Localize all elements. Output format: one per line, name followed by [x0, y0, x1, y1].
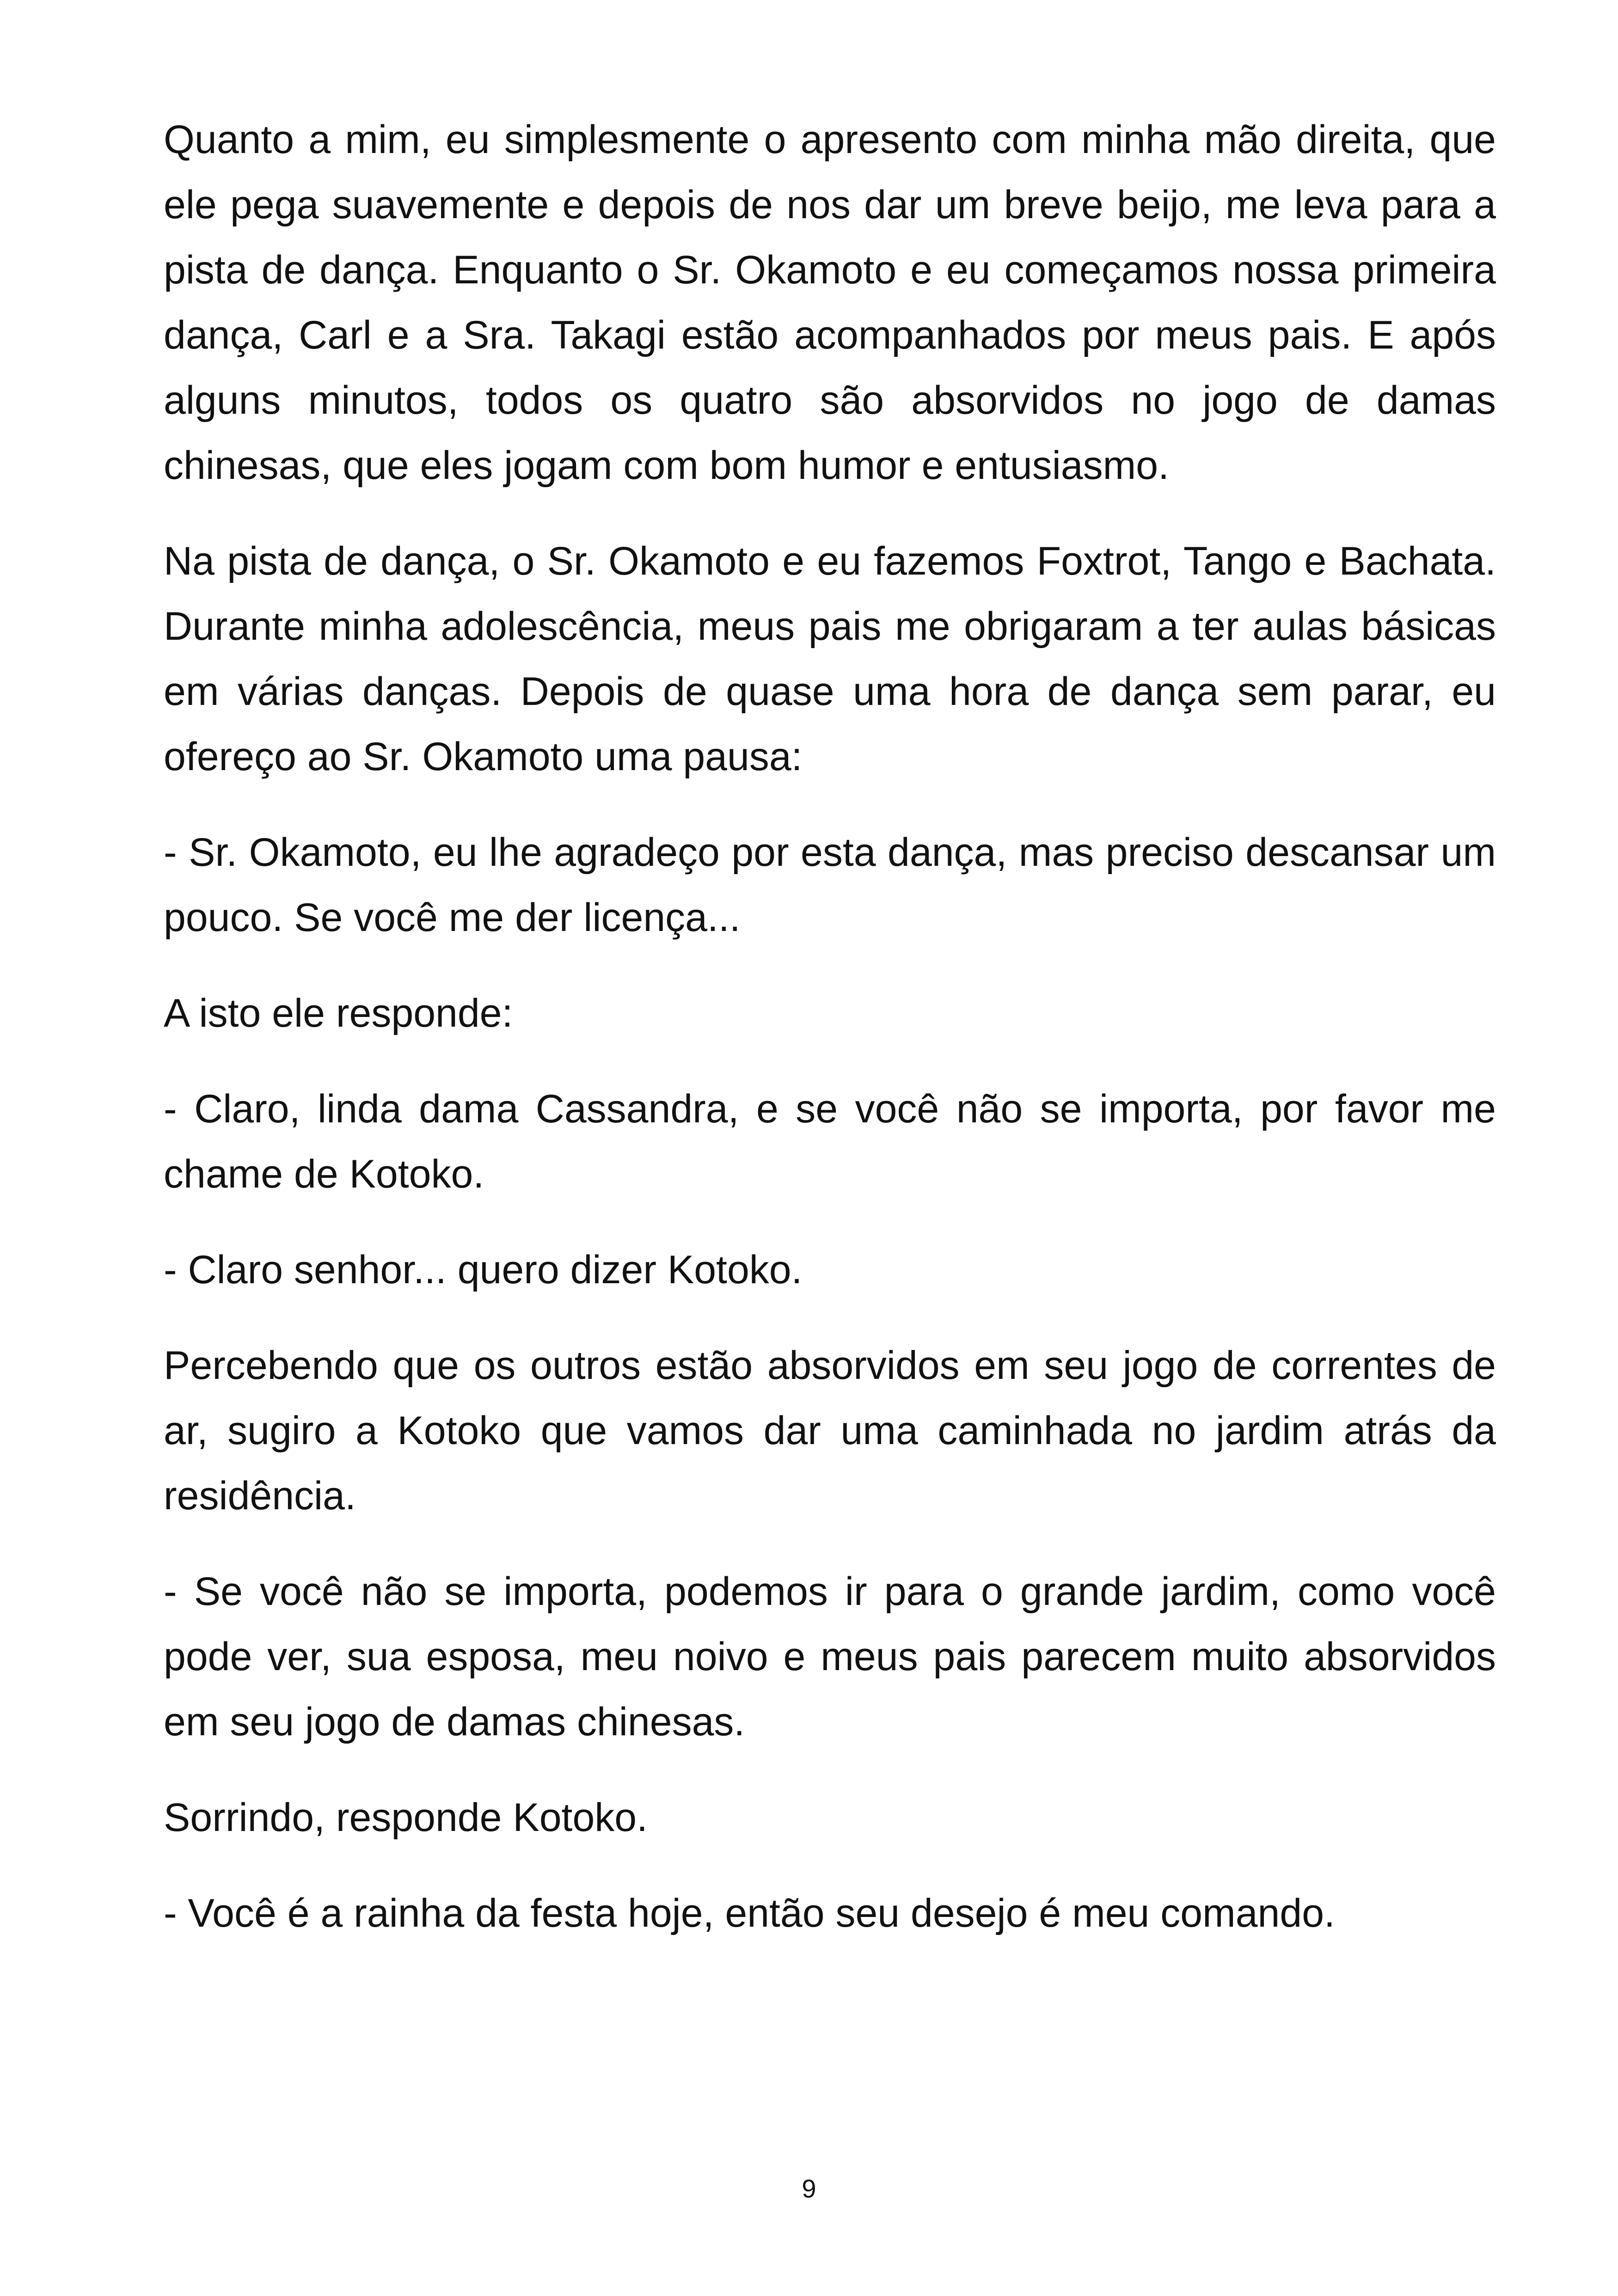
paragraph-3: - Sr. Okamoto, eu lhe agradeço por esta dança, mas preciso descansar um pouco. Se você me der licença...: [164, 830, 1496, 940]
paragraph-1: Quanto a mim, eu simplesmente o apresento com minha mão direita, que ele pega suavemente e depois de nos dar um breve beijo, me leva para a pista de dança. Enquanto o Sr. Okamoto e eu começamos nossa primeira dança, Carl e a Sra. Takagi estão acompanhados por meus pais. E após alguns minutos, todos os quatro são absorvidos no jogo de damas chinesas, que eles jogam com bom humor e entusiasmo.: [164, 117, 1496, 488]
paragraph-8: - Se você não se importa, podemos ir para o grande jardim, como você pode ver, sua esposa, meu noivo e meus pais parecem muito absorvidos em seu jogo de damas chinesas.: [164, 1569, 1496, 1744]
paragraph-6: - Claro senhor... quero dizer Kotoko.: [164, 1248, 803, 1292]
paragraph-5: - Claro, linda dama Cassandra, e se você não se importa, por favor me chame de Kotoko.: [164, 1087, 1496, 1196]
paragraph-10: - Você é a rainha da festa hoje, então seu desejo é meu comando.: [164, 1891, 1335, 1935]
paragraph-9: Sorrindo, responde Kotoko.: [164, 1795, 648, 1840]
paragraph-7: Percebendo que os outros estão absorvidos em seu jogo de correntes de ar, sugiro a Kotoko que vamos dar uma caminhada no jardim atrás da residência.: [164, 1343, 1496, 1518]
page-body: [164, 107, 1496, 1977]
paragraph-2: Na pista de dança, o Sr. Okamoto e eu fazemos Foxtrot, Tango e Bachata. Durante minha adolescência, meus pais me obrigaram a ter aulas básicas em várias danças. Depois de quase uma hora de dança sem parar, eu ofereço ao Sr. Okamoto uma pausa:: [164, 539, 1496, 779]
page-number: 9: [802, 2174, 816, 2203]
paragraph-4: A isto ele responde:: [164, 991, 513, 1035]
